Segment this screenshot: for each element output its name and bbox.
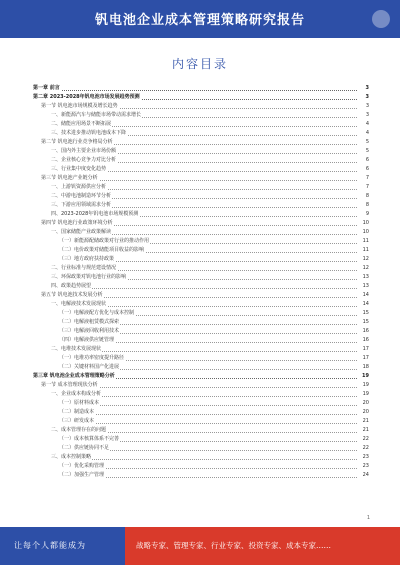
toc-entry-page: 7 bbox=[365, 184, 369, 190]
toc-entry-page: 6 bbox=[365, 157, 369, 163]
toc-row[interactable] bbox=[33, 210, 369, 219]
toc-entry-label: 第一章 前言 bbox=[33, 85, 60, 91]
toc-row[interactable] bbox=[33, 102, 369, 111]
footer-tagline: 战略专家、管理专家、行业专家、投资专家、成本专家…… bbox=[136, 541, 331, 550]
toc-entry-label: 四、政策趋势展望 bbox=[51, 283, 92, 289]
toc-chapter-row[interactable] bbox=[33, 372, 369, 381]
toc-row[interactable] bbox=[33, 273, 369, 282]
toc-dot-leader bbox=[59, 423, 357, 424]
toc-row[interactable] bbox=[33, 453, 369, 462]
toc-entry-label: 第四节 钒电池行业政策环境分析 bbox=[41, 220, 113, 226]
toc-entry-page: 14 bbox=[362, 301, 369, 307]
toc-entry-label: （一）新能源配储政策对行业的推动作用 bbox=[59, 238, 150, 244]
toc-entry-label: （二）电解液租赁模式探索 bbox=[59, 319, 120, 325]
toc-entry-label: 三、环保政策对钒电池行业的影响 bbox=[51, 274, 127, 280]
toc-entry-page: 23 bbox=[362, 454, 369, 460]
toc-entry-page: 20 bbox=[362, 400, 369, 406]
toc-entry-page: 13 bbox=[362, 274, 369, 280]
toc-entry-label: （二）制造成本 bbox=[59, 409, 95, 415]
toc-entry-label: 二、电堆技术发展现状 bbox=[51, 346, 102, 352]
toc-dot-leader bbox=[33, 90, 357, 91]
toc-entry-page: 10 bbox=[362, 229, 369, 235]
toc-row[interactable] bbox=[33, 183, 369, 192]
report-title: 钒电池企业成本管理策略研究报告 bbox=[94, 13, 305, 28]
toc-dot-leader bbox=[51, 288, 357, 289]
toc-row[interactable] bbox=[33, 120, 369, 129]
toc-row[interactable] bbox=[33, 192, 369, 201]
toc-row[interactable] bbox=[33, 354, 369, 363]
toc-row[interactable] bbox=[33, 417, 369, 426]
toc-row[interactable] bbox=[33, 300, 369, 309]
toc-entry-label: （一）电解液配方优化与成本控制 bbox=[59, 310, 135, 316]
toc-row[interactable] bbox=[33, 444, 369, 453]
toc-chapter-row[interactable] bbox=[33, 84, 369, 93]
toc-row[interactable] bbox=[33, 327, 369, 336]
toc-entry-page: 21 bbox=[362, 418, 369, 424]
toc-entry-label: （一）优化采购管理 bbox=[59, 463, 105, 469]
toc-entry-page: 19 bbox=[362, 382, 369, 388]
toc-dot-leader bbox=[59, 414, 357, 415]
toc-entry-page: 15 bbox=[362, 310, 369, 316]
toc-row[interactable] bbox=[33, 309, 369, 318]
toc-entry-page: 16 bbox=[362, 337, 369, 343]
toc-entry-page: 18 bbox=[362, 364, 369, 370]
toc-entry-label: 第二章 2023-2028年钒电池市场发展趋势预测 bbox=[33, 94, 140, 100]
toc-entry-label: 三、下游应用领域需求分析 bbox=[51, 202, 112, 208]
toc-entry-page: 3 bbox=[365, 112, 369, 118]
toc-entry-label: 四、2023-2028年钒电池市场规模预测 bbox=[51, 211, 139, 217]
toc-entry-page: 7 bbox=[365, 175, 369, 181]
toc-heading: 内容目录 bbox=[171, 57, 228, 71]
toc-row[interactable] bbox=[33, 291, 369, 300]
toc-entry-label: 三、成本控制策略 bbox=[51, 454, 92, 460]
toc-entry-label: 二、成本管理存在的问题 bbox=[51, 427, 107, 433]
toc-entry-label: （一）成本核算体系不完善 bbox=[59, 436, 120, 442]
toc-row[interactable] bbox=[33, 129, 369, 138]
toc-row[interactable] bbox=[33, 408, 369, 417]
toc-entry-label: （四）电解液供应链管理 bbox=[59, 337, 115, 343]
toc-entry-label: 一、国家储能产业政策解读 bbox=[51, 229, 112, 235]
toc-entry-label: 一、新能源汽车与储能市场带动需求增长 bbox=[51, 112, 142, 118]
toc-entry-page: 22 bbox=[362, 436, 369, 442]
toc-entry-page: 9 bbox=[365, 211, 369, 217]
toc-row[interactable] bbox=[33, 174, 369, 183]
footer-slogan-block bbox=[0, 527, 125, 565]
toc-entry-label: （二）关键材料国产化进展 bbox=[59, 364, 120, 370]
toc-row[interactable] bbox=[33, 264, 369, 273]
toc-entry-page: 12 bbox=[362, 256, 369, 262]
toc-dot-leader bbox=[51, 459, 357, 460]
toc-row[interactable] bbox=[33, 381, 369, 390]
toc-entry-page: 19 bbox=[362, 373, 369, 379]
toc-entry-label: 第三章 钒电池企业成本管理策略分析 bbox=[33, 373, 115, 379]
toc-entry-page: 20 bbox=[362, 409, 369, 415]
toc-row[interactable] bbox=[33, 201, 369, 210]
report-header bbox=[0, 0, 400, 38]
toc-entry-page: 11 bbox=[362, 247, 369, 253]
toc-entry-label: （一）原材料成本 bbox=[59, 400, 100, 406]
toc-entry-page: 8 bbox=[365, 193, 369, 199]
toc-entry-page: 23 bbox=[362, 463, 369, 469]
toc-entry-page: 6 bbox=[365, 166, 369, 172]
toc-row[interactable] bbox=[33, 147, 369, 156]
toc-row[interactable] bbox=[33, 111, 369, 120]
toc-entry-label: （二）电价政策对储能项目收益的影响 bbox=[59, 247, 145, 253]
toc-entry-label: 第三节 钒电池产业链分析 bbox=[41, 175, 98, 181]
toc-entry-page: 5 bbox=[365, 148, 369, 154]
toc-entry-page: 21 bbox=[362, 427, 369, 433]
footer-banner bbox=[0, 527, 400, 565]
toc-dot-leader bbox=[59, 405, 357, 406]
toc-row[interactable] bbox=[33, 399, 369, 408]
toc-row[interactable] bbox=[33, 138, 369, 147]
toc-row[interactable] bbox=[33, 228, 369, 237]
toc-entry-page: 17 bbox=[362, 346, 369, 352]
toc-entry-label: 一、国内外主要企业市场份额 bbox=[51, 148, 117, 154]
toc-entry-page: 3 bbox=[365, 85, 369, 91]
toc-entry-page: 16 bbox=[362, 328, 369, 334]
toc-entry-label: 一、上游钒资源供应分析 bbox=[51, 184, 107, 190]
page-number: 1 bbox=[366, 515, 370, 521]
toc-entry-page: 12 bbox=[362, 265, 369, 271]
toc-entry-page: 14 bbox=[362, 292, 369, 298]
toc-row[interactable] bbox=[33, 336, 369, 345]
toc-entry-label: （三）电解液回收利用技术 bbox=[59, 328, 120, 334]
toc-row[interactable] bbox=[33, 426, 369, 435]
toc-row[interactable] bbox=[33, 363, 369, 372]
toc-entry-page: 15 bbox=[362, 319, 369, 325]
toc-entry-page: 13 bbox=[362, 283, 369, 289]
toc-row[interactable] bbox=[33, 237, 369, 246]
table-of-contents bbox=[33, 84, 369, 480]
toc-entry-label: （三）研发成本 bbox=[59, 418, 95, 424]
toc-entry-label: 一、企业成本构成分析 bbox=[51, 391, 102, 397]
toc-entry-label: （二）加强生产管理 bbox=[59, 472, 105, 478]
toc-row[interactable] bbox=[33, 390, 369, 399]
toc-entry-label: 一、电解液技术发展现状 bbox=[51, 301, 107, 307]
toc-entry-page: 3 bbox=[365, 103, 369, 109]
toc-row[interactable] bbox=[33, 471, 369, 480]
toc-entry-label: 第二节 钒电池行业竞争格局分析 bbox=[41, 139, 113, 145]
toc-entry-label: 三、技术进步推动钒电池成本下降 bbox=[51, 130, 127, 136]
toc-entry-page: 22 bbox=[362, 445, 369, 451]
toc-entry-page: 10 bbox=[362, 220, 369, 226]
footer-slogan: 让每个人都能成为 bbox=[14, 541, 86, 550]
logo-icon bbox=[372, 10, 390, 28]
toc-entry-page: 11 bbox=[362, 238, 369, 244]
toc-row[interactable] bbox=[33, 345, 369, 354]
toc-row[interactable] bbox=[33, 462, 369, 471]
toc-entry-label: 二、行业标准与规范建设情况 bbox=[51, 265, 117, 271]
toc-row[interactable] bbox=[33, 165, 369, 174]
toc-entry-label: 二、储能应用场景不断拓展 bbox=[51, 121, 112, 127]
toc-entry-label: 第一节 钒电池市场规模及增长趋势 bbox=[41, 103, 118, 109]
toc-entry-label: 二、中游电池制造环节分析 bbox=[51, 193, 112, 199]
toc-entry-label: （二）供应链协同不足 bbox=[59, 445, 110, 451]
toc-entry-page: 4 bbox=[365, 121, 369, 127]
toc-row[interactable] bbox=[33, 435, 369, 444]
toc-row[interactable] bbox=[33, 156, 369, 165]
toc-row[interactable] bbox=[33, 219, 369, 228]
toc-row[interactable] bbox=[33, 246, 369, 255]
toc-entry-page: 3 bbox=[365, 94, 369, 100]
toc-entry-label: 第一节 成本管理现状分析 bbox=[41, 382, 98, 388]
toc-entry-page: 24 bbox=[362, 472, 369, 478]
toc-entry-label: （三）地方政府扶持政策 bbox=[59, 256, 115, 262]
toc-entry-label: 第五节 钒电池技术发展分析 bbox=[41, 292, 103, 298]
toc-row[interactable] bbox=[33, 282, 369, 291]
toc-chapter-row[interactable] bbox=[33, 93, 369, 102]
toc-entry-page: 5 bbox=[365, 139, 369, 145]
toc-row[interactable] bbox=[33, 318, 369, 327]
toc-entry-page: 8 bbox=[365, 202, 369, 208]
toc-row[interactable] bbox=[33, 255, 369, 264]
toc-entry-label: 三、行业集中度变化趋势 bbox=[51, 166, 107, 172]
toc-entry-page: 19 bbox=[362, 391, 369, 397]
toc-entry-page: 17 bbox=[362, 355, 369, 361]
toc-entry-label: 二、企业核心竞争力对比分析 bbox=[51, 157, 117, 163]
toc-entry-label: （一）电堆功率密度提升路径 bbox=[59, 355, 125, 361]
toc-entry-page: 4 bbox=[365, 130, 369, 136]
